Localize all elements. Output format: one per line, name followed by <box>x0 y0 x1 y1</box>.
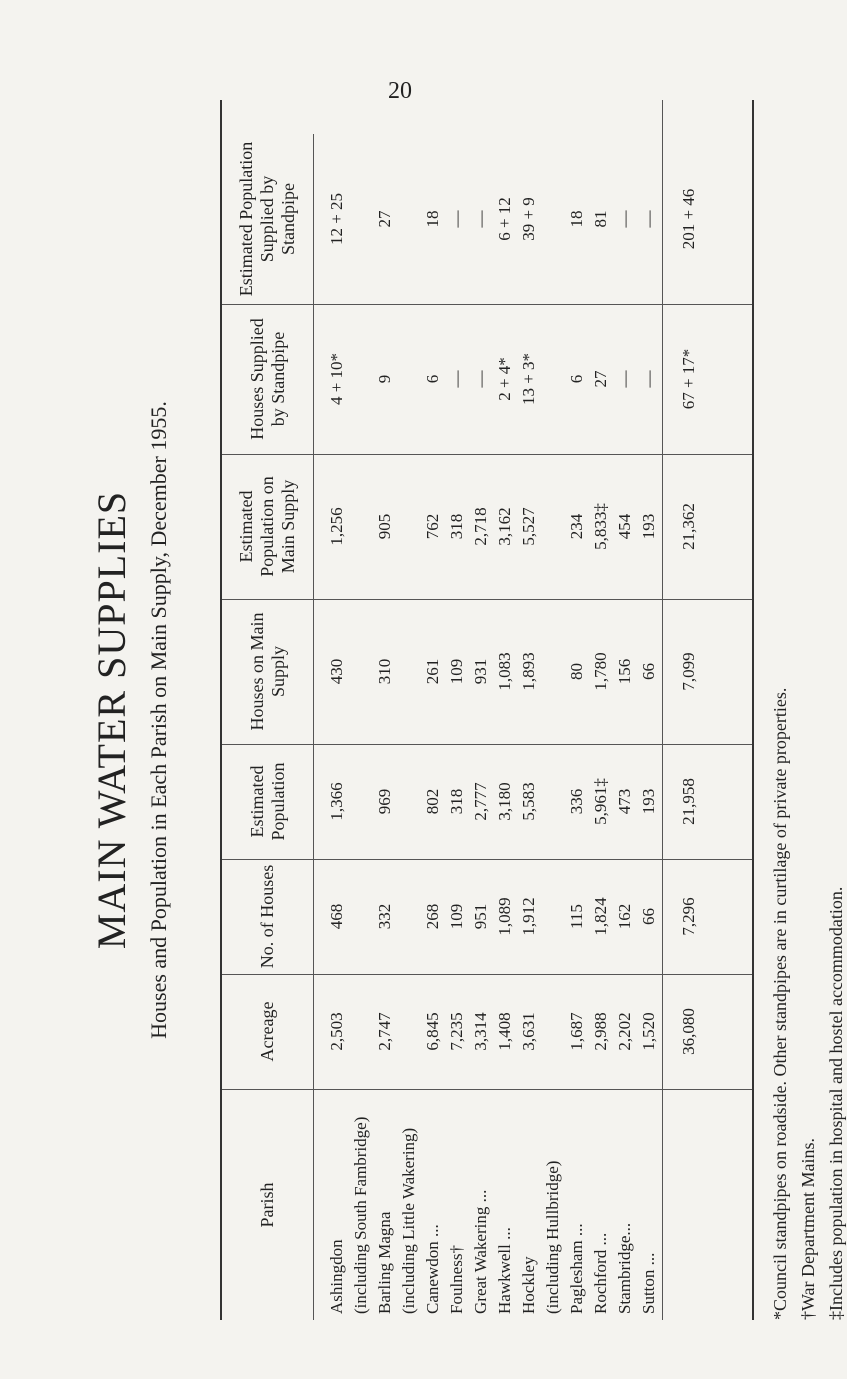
col-pop-main <box>222 454 752 600</box>
table-cell-population: 802 <box>423 788 442 815</box>
table-cell-pop_main: 193 <box>639 513 658 540</box>
table-cell-pop_main <box>542 454 564 599</box>
table-cell-parish: Canewdon ... <box>423 1224 442 1314</box>
table-cell-houses: 109 <box>447 903 466 930</box>
table-cell-houses: 1,824 <box>591 897 610 936</box>
table-cell-acreage <box>350 974 372 1089</box>
table-cell-population <box>350 744 372 859</box>
table-cell-population: 5,583 <box>519 782 538 821</box>
table-cell-acreage: 6,845 <box>423 1012 442 1051</box>
table-cell-pop_standpipe: 6 + 12 <box>495 197 514 241</box>
table-cell-pop_standpipe <box>542 134 564 304</box>
table-cell-houses: 1,912 <box>519 897 538 936</box>
table-cell-pop_standpipe: — <box>447 210 466 228</box>
table-cell-parish: Paglesham ... <box>567 1223 586 1314</box>
footnote-hospital: ‡Includes population in hospital and hostel accommodation. <box>826 886 846 1320</box>
table-cell-acreage: 3,314 <box>471 1012 490 1051</box>
page-title: MAIN WATER SUPPLIES <box>89 490 134 950</box>
table-cell-population: 473 <box>615 788 634 815</box>
table-cell-houses: 268 <box>423 903 442 930</box>
header-parish: Parish <box>222 1090 314 1320</box>
table-cell-parish: Hockley <box>519 1256 538 1314</box>
table-cell-pop_standpipe: 81 <box>591 210 610 228</box>
table-cell-pop_standpipe: 18 <box>567 210 586 228</box>
table-cell-houses <box>398 859 420 974</box>
table-cell-houses_standpipe: 2 + 4* <box>495 357 514 401</box>
table-cell-houses: 115 <box>567 904 586 929</box>
table-cell-parish: (including South Fambridge) <box>351 1116 370 1314</box>
table-cell-acreage: 1,408 <box>495 1012 514 1051</box>
table-cell-pop_main: 5,833‡ <box>591 503 610 550</box>
footnote-standpipes: *Council standpipes on roadside. Other standpipes are in curtilage of private properties. <box>770 687 790 1320</box>
table-cell-pop_standpipe: — <box>471 210 490 228</box>
water-supply-table <box>220 100 754 1320</box>
totals-divider <box>662 100 663 1320</box>
page-number: 20 <box>388 78 412 104</box>
table-cell-houses_main: 109 <box>447 658 466 685</box>
table-cell-houses: 66 <box>639 908 658 925</box>
table-cell-houses_standpipe: 13 + 3* <box>519 352 538 406</box>
table-cell-pop_standpipe: 18 <box>423 210 442 228</box>
table-cell-parish: (including Hullbridge) <box>543 1160 562 1314</box>
table-cell-houses_main: 261 <box>423 658 442 685</box>
table-cell-houses: 1,089 <box>495 897 514 936</box>
table-cell-pop_standpipe: 12 + 25 <box>327 192 346 246</box>
table-cell-parish: Sutton ... <box>639 1252 658 1314</box>
table-cell-houses_standpipe: 4 + 10* <box>327 352 346 406</box>
table-cell-acreage: 2,988 <box>591 1012 610 1051</box>
table-cell-houses_main <box>350 599 372 744</box>
total-cell-houses_main: 7,099 <box>679 652 698 691</box>
table-cell-parish: Foulness† <box>447 1245 466 1314</box>
table-cell-parish: Hawkwell ... <box>495 1227 514 1314</box>
table-cell-houses <box>542 859 564 974</box>
table-cell-houses: 468 <box>327 903 346 930</box>
table-cell-houses_main <box>542 599 564 744</box>
table-cell-houses: 162 <box>615 903 634 930</box>
table-cell-population: 1,366 <box>327 782 346 821</box>
rotated-table-sheet <box>80 120 846 1320</box>
table-cell-houses_standpipe <box>398 304 420 454</box>
total-cell-pop_standpipe: 201 + 46 <box>679 188 698 250</box>
table-cell-acreage: 7,235 <box>447 1012 466 1051</box>
table-cell-houses_standpipe: — <box>471 370 490 388</box>
table-cell-parish: Barling Magna <box>375 1211 394 1314</box>
table-cell-houses_main: 430 <box>327 658 346 685</box>
table-cell-population: 3,180 <box>495 782 514 821</box>
col-houses <box>222 859 752 975</box>
table-cell-houses: 332 <box>375 903 394 930</box>
table-cell-houses_main: 931 <box>471 658 490 685</box>
header-houses: No. of Houses <box>222 859 314 974</box>
table-cell-acreage: 1,687 <box>567 1012 586 1051</box>
table-cell-houses_main: 310 <box>375 658 394 685</box>
table-cell-acreage: 2,503 <box>327 1012 346 1051</box>
table-cell-acreage: 2,747 <box>375 1012 394 1051</box>
table-cell-parish: Stambridge... <box>615 1222 634 1314</box>
table-cell-houses_standpipe <box>350 304 372 454</box>
table-cell-pop_main: 3,162 <box>495 507 514 546</box>
table-cell-pop_main <box>350 454 372 599</box>
table-cell-pop_main: 318 <box>447 513 466 540</box>
total-cell-houses: 7,296 <box>679 897 698 936</box>
table-cell-houses_standpipe: — <box>447 370 466 388</box>
table-cell-population: 336 <box>567 788 586 815</box>
footnote-war-department: †War Department Mains. <box>798 1138 818 1320</box>
col-parish <box>222 1090 752 1320</box>
table-cell-parish: Ashingdon <box>327 1239 346 1314</box>
header-acreage: Acreage <box>222 974 314 1089</box>
table-cell-houses_standpipe: 27 <box>591 370 610 388</box>
table-cell-pop_standpipe: 39 + 9 <box>519 197 538 241</box>
table-cell-houses_standpipe: 6 <box>567 374 586 384</box>
header-pop-main: Estimated Population on Main Supply <box>222 454 314 599</box>
header-houses-main: Houses on Main Supply <box>222 599 314 744</box>
table-cell-houses_main: 156 <box>615 658 634 685</box>
header-pop-standpipe: Estimated Population Supplied by Standpipe <box>222 134 314 304</box>
table-cell-acreage: 2,202 <box>615 1012 634 1051</box>
table-cell-parish: (including Little Wakering) <box>399 1127 418 1314</box>
table-cell-population <box>542 744 564 859</box>
table-cell-population <box>398 744 420 859</box>
table-cell-acreage: 1,520 <box>639 1012 658 1051</box>
table-cell-pop_standpipe <box>350 134 372 304</box>
table-cell-acreage <box>542 974 564 1089</box>
table-cell-pop_standpipe: — <box>639 210 658 228</box>
col-population <box>222 744 752 860</box>
total-cell-acreage: 36,080 <box>679 1008 698 1055</box>
table-cell-pop_main: 2,718 <box>471 507 490 546</box>
table-cell-pop_main: 234 <box>567 513 586 540</box>
table-cell-population: 193 <box>639 788 658 815</box>
table-cell-houses_main: 1,083 <box>495 652 514 691</box>
header-population: Estimated Population <box>222 744 314 859</box>
table-cell-acreage: 3,631 <box>519 1012 538 1051</box>
table-cell-houses_main: 66 <box>639 663 658 680</box>
table-cell-houses <box>350 859 372 974</box>
total-cell-houses_standpipe: 67 + 17* <box>679 348 698 410</box>
table-cell-population: 318 <box>447 788 466 815</box>
table-cell-pop_main: 1,256 <box>327 507 346 546</box>
table-cell-houses_standpipe: — <box>615 370 634 388</box>
table-cell-population: 5,961‡ <box>591 778 610 825</box>
table-cell-houses_standpipe: 6 <box>423 374 442 384</box>
table-cell-houses_standpipe: — <box>639 370 658 388</box>
total-cell-pop_main: 21,362 <box>679 503 698 550</box>
col-houses-standpipe <box>222 304 752 455</box>
header-houses-standpipe: Houses Supplied by Standpipe <box>222 304 314 454</box>
table-cell-pop_main: 905 <box>375 513 394 540</box>
table-cell-houses_main: 80 <box>567 663 586 680</box>
table-cell-parish: Great Wakering ... <box>471 1189 490 1314</box>
table-cell-houses_main <box>398 599 420 744</box>
page-subtitle: Houses and Population in Each Parish on Main Supply, December 1955. <box>146 401 171 1039</box>
table-cell-houses_main: 1,893 <box>519 652 538 691</box>
table-cell-parish: Rochford ... <box>591 1232 610 1314</box>
table-cell-population: 969 <box>375 788 394 815</box>
table-cell-houses: 951 <box>471 903 490 930</box>
table-cell-houses_standpipe: 9 <box>375 374 394 384</box>
table-cell-pop_main <box>398 454 420 599</box>
table-cell-pop_standpipe: — <box>615 210 634 228</box>
table-cell-houses_main: 1,780 <box>591 652 610 691</box>
col-acreage <box>222 974 752 1090</box>
table-cell-pop_main: 454 <box>615 513 634 540</box>
col-houses-main <box>222 599 752 745</box>
table-cell-pop_main: 762 <box>423 513 442 540</box>
table-cell-pop_standpipe: 27 <box>375 210 394 228</box>
table-cell-houses_standpipe <box>542 304 564 454</box>
table-cell-pop_standpipe <box>398 134 420 304</box>
table-cell-population: 2,777 <box>471 782 490 821</box>
col-pop-standpipe <box>222 134 752 305</box>
total-cell-population: 21,958 <box>679 778 698 825</box>
table-cell-pop_main: 5,527 <box>519 507 538 546</box>
table-cell-acreage <box>398 974 420 1089</box>
